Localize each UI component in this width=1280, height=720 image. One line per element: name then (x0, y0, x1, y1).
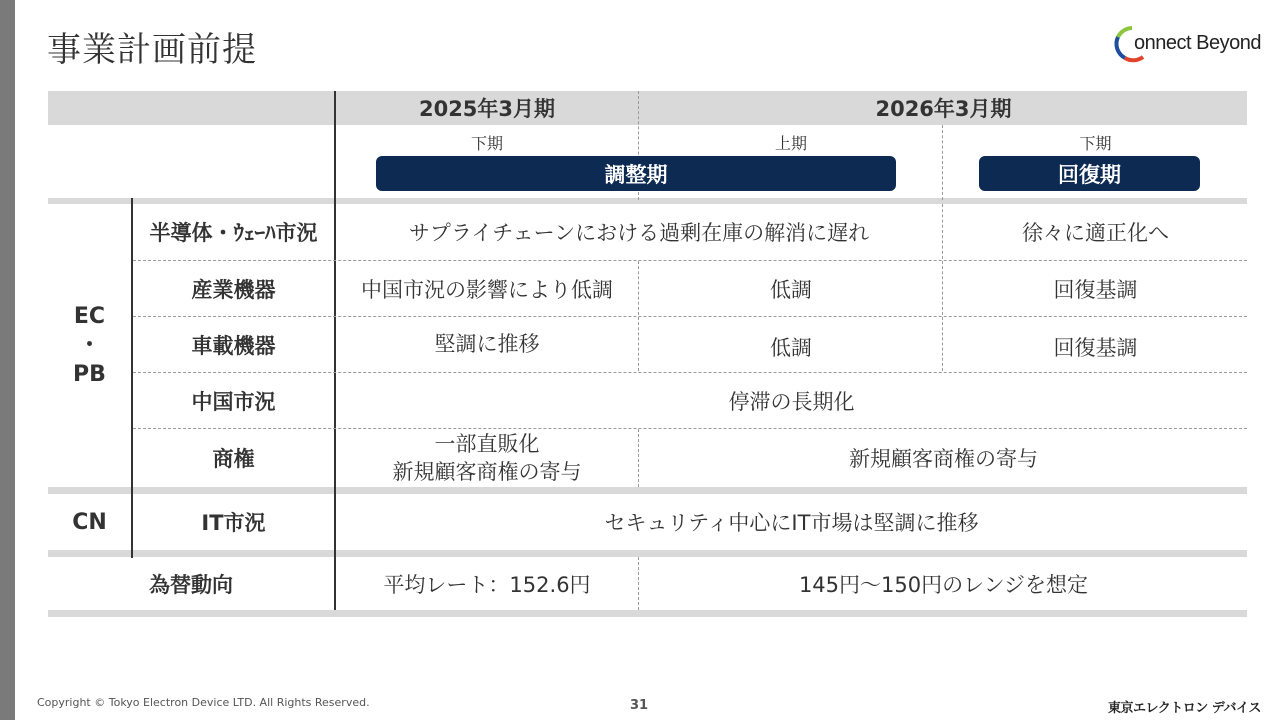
cell-semi-combined: サプライチェーンにおける過剰在庫の解消に遅れ (408, 221, 870, 245)
group-label-ec: EC (73, 304, 106, 329)
phase-recovery-bar: 回復期 (979, 156, 1200, 191)
column-divider-dashed (638, 557, 639, 610)
cell-industrial-2026-first: 低調 (770, 277, 812, 302)
footer-copyright: Copyright © Tokyo Electron Device LTD. All Rights Reserved. (37, 696, 370, 709)
row-label-semiconductor: 半導体・ｳｪｰﾊ市況 (149, 221, 318, 245)
group-label-pb: PB (73, 362, 106, 387)
cell-industrial-2025: 中国市況の影響により低調 (361, 277, 613, 302)
column-divider-dashed (942, 204, 943, 259)
phase-adjustment-bar: 調整期 (376, 156, 896, 191)
separator-band (48, 610, 1247, 617)
half-label-2026-second: 下期 (1079, 133, 1112, 153)
half-label-2026-first: 上期 (774, 133, 807, 153)
cell-commercial-2025-line2: 新規顧客商権の寄与 (392, 460, 582, 484)
column-divider-dashed (638, 429, 639, 487)
cell-china-all: 停滞の長期化 (728, 389, 855, 414)
row-label-china: 中国市況 (191, 389, 276, 414)
logo-wordmark: onnect Beyond (1134, 32, 1261, 54)
cell-automotive-2026-second: 回復基調 (1053, 335, 1138, 360)
page-title: 事業計画前提 (47, 30, 257, 70)
column-divider-dashed (942, 125, 943, 200)
cell-industrial-2026-second: 回復基調 (1053, 277, 1138, 302)
cell-automotive-2025: 堅調に推移 (434, 332, 540, 356)
half-label-2025-second: 下期 (470, 133, 503, 153)
group-label-ecpb (48, 204, 131, 487)
separator-band (48, 487, 1247, 494)
cell-fx-2026: 145円～150円のレンジを想定 (798, 572, 1089, 597)
header-fy2025: 2025年3月期 (418, 97, 556, 121)
left-accent-bar (0, 0, 15, 720)
cell-semi-2026-second: 徐々に適正化へ (1022, 221, 1169, 245)
group-label-dot: ・ (78, 333, 101, 358)
row-label-fx: 為替動向 (149, 572, 233, 597)
separator-band (48, 550, 1247, 557)
row-label-automotive: 車載機器 (191, 333, 276, 358)
row-label-commercial-rights: 商権 (212, 447, 255, 471)
cell-fx-2025: 平均レート：152.6円 (383, 572, 591, 597)
row-label-it-market: IT市況 (201, 511, 266, 535)
cell-commercial-2025 (336, 429, 638, 487)
cell-commercial-2025-line1: 一部直販化 (434, 432, 540, 456)
connect-beyond-logo (1113, 24, 1261, 66)
cell-commercial-2026: 新規顧客商権の寄与 (849, 447, 1038, 471)
row-label-industrial: 産業機器 (191, 277, 276, 302)
group-label-cn: CN (72, 509, 107, 535)
page-number: 31 (630, 698, 649, 713)
cell-automotive-2026-first: 低調 (770, 335, 812, 360)
header-fy2026: 2026年3月期 (875, 97, 1012, 121)
cell-it-all: セキュリティ中心にIT市場は堅調に推移 (604, 511, 979, 535)
company-logo-text: 東京エレクトロン デバイス (1108, 701, 1261, 716)
